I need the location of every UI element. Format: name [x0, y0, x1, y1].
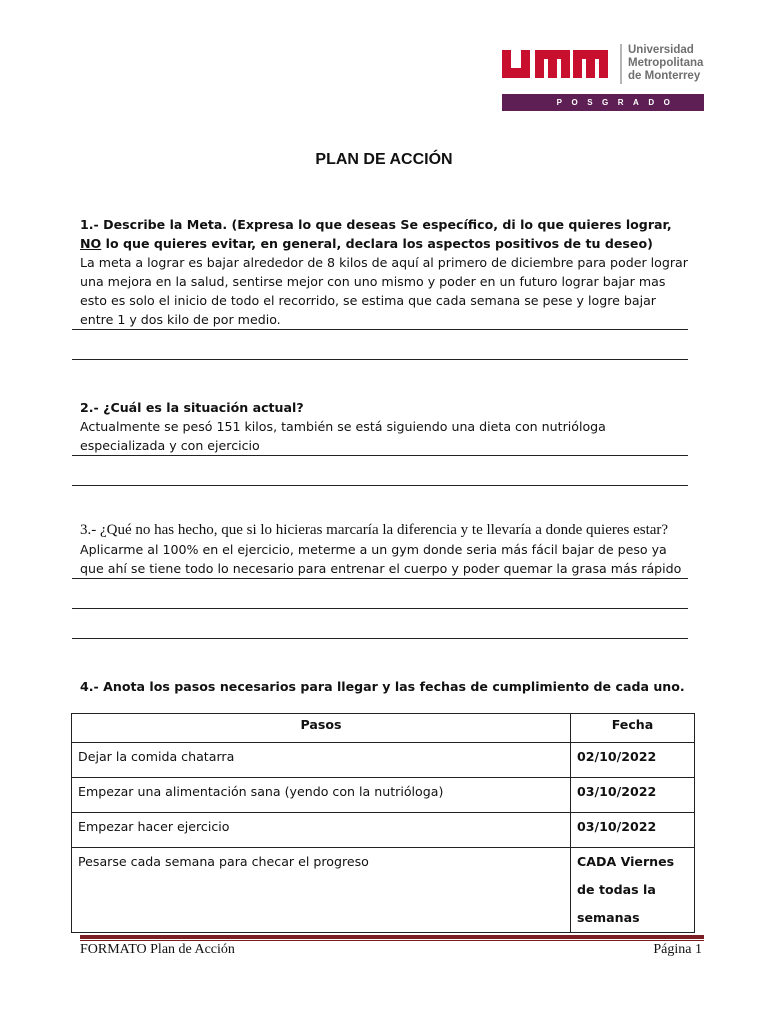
footer-rule	[80, 935, 704, 939]
question-4-block	[80, 677, 688, 696]
question-3-text: 3.- ¿Qué no has hecho, que si lo hicieras marcaría la diferencia y te llevaría a donde quieres estar?	[80, 522, 669, 538]
footer-page-number: Página 1	[653, 942, 702, 957]
answer-2-text: Actualmente se pesó 151 kilos, también se está siguiendo una dieta con nutrióloga especializada y con ejercicio	[80, 419, 606, 453]
answer-rule	[72, 578, 688, 579]
steps-table	[71, 713, 695, 933]
answer-rule	[72, 608, 688, 609]
table-row	[72, 813, 695, 848]
table-row	[72, 743, 695, 778]
logo-university-name	[628, 44, 703, 83]
question-1-emphasis: NO	[80, 236, 102, 251]
question-1-block	[80, 215, 688, 329]
table-cell-date: 03/10/2022	[571, 778, 695, 813]
question-2-text: 2.- ¿Cuál es la situación actual?	[80, 400, 304, 415]
table-row	[72, 848, 695, 933]
logo-separator	[620, 44, 622, 84]
university-logo	[502, 42, 704, 112]
question-1-post: lo que quieres evitar, en general, declara los aspectos positivos de tu deseo)	[101, 236, 653, 251]
table-row	[72, 778, 695, 813]
table-cell-step: Dejar la comida chatarra	[72, 743, 571, 778]
table-cell-date: 03/10/2022	[571, 813, 695, 848]
question-3-block	[80, 521, 688, 578]
footer-doc-label: FORMATO Plan de Acción	[80, 942, 235, 957]
answer-rule	[72, 638, 688, 639]
table-header-row	[72, 714, 695, 743]
answer-3-text: Aplicarme al 100% en el ejercicio, meterme a un gym donde seria más fácil bajar de peso ya que ahí se tiene todo lo necesario para entrenar el cuerpo y poder quemar la grasa más rápido	[80, 542, 682, 576]
umm-logo-mark	[502, 46, 608, 82]
footer-rule-thin	[80, 940, 704, 941]
logo-posgrado-band: POSGRADO	[502, 94, 704, 111]
table-cell-date: 02/10/2022	[571, 743, 695, 778]
question-2-block	[80, 398, 688, 455]
table-cell-step: Empezar hacer ejercicio	[72, 813, 571, 848]
answer-1-text: La meta a lograr es bajar alrededor de 8 kilos de aquí al primero de diciembre para poder lograr una mejora en la salud, sentirse mejor con uno mismo y poder en un futuro lograr bajar mas esto es solo el inicio de todo el recorrido, se estima que cada semana se pese y logre bajar entre 1 y dos kilo de por medio.	[80, 255, 688, 327]
answer-rule	[72, 329, 688, 330]
question-1-pre: 1.- Describe la Meta. (Expresa lo que deseas Se específico, di lo que quieres lograr,	[80, 217, 672, 232]
answer-rule	[72, 359, 688, 360]
page-title: PLAN DE ACCIÓN	[315, 151, 453, 168]
answer-rule	[72, 455, 688, 456]
table-header-fecha: Fecha	[571, 714, 695, 743]
logo-line: Metropolitana	[628, 57, 704, 69]
question-1-text	[80, 215, 688, 253]
table-cell-step: Pesarse cada semana para checar el progreso	[72, 848, 571, 933]
table-cell-step: Empezar una alimentación sana (yendo con la nutrióloga)	[72, 778, 571, 813]
answer-rule	[72, 485, 688, 486]
logo-line: Universidad	[628, 44, 694, 56]
table-header-pasos: Pasos	[72, 714, 571, 743]
logo-line: de Monterrey	[628, 70, 701, 82]
question-4-text: 4.- Anota los pasos necesarios para llegar y las fechas de cumplimiento de cada uno.	[80, 679, 685, 694]
table-cell-date: CADA Viernes de todas la semanas	[571, 848, 695, 933]
